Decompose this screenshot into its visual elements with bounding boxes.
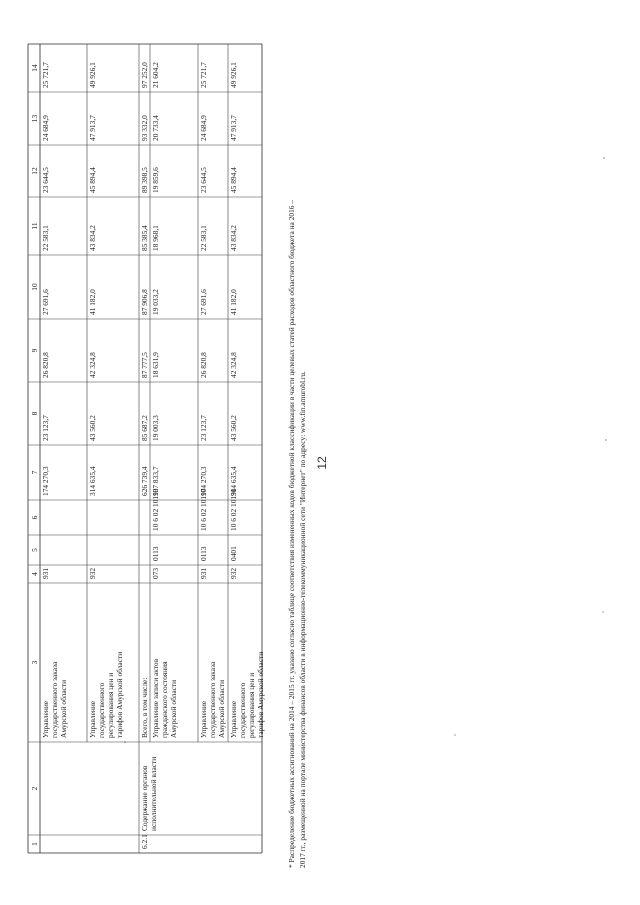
cell-c6-row-5: 10 6 02 10190 [229,488,238,531]
scan-speck [603,157,605,159]
cell-c3-row-5-line-3: тарифов Амурской области [256,651,265,738]
column-number-3: 3 [30,660,39,665]
cell-c9-row-0: 26 820,8 [41,352,50,378]
cell-c13-row-3: 20 733,4 [151,115,160,141]
cell-c6-row-4: 10 6 02 10190 [199,488,208,531]
column-number-5: 5 [30,548,39,552]
cell-c11-row-0: 22 583,1 [41,225,50,251]
column-number-14: 14 [30,64,39,72]
cell-c9-row-1: 42 324,8 [88,352,97,378]
cell-c7-row-5: 314 635,4 [229,466,238,496]
cell-c3-row-2-line-0: Всего, в том числе: [140,677,149,738]
cell-c4-row-0: 931 [41,567,50,579]
cell-c14-row-4: 25 721,7 [199,62,208,88]
cell-c14-row-1: 49 926,1 [88,62,97,88]
cell-c11-row-1: 43 834,2 [88,225,97,251]
cell-c10-row-0: 27 691,6 [41,289,50,315]
cell-c2-row-2-line-1: исполнительной власти [149,756,158,831]
page-number: 12 [315,456,329,470]
cell-c8-row-0: 23 123,7 [41,415,50,441]
column-number-9: 9 [30,348,39,353]
column-number-1: 1 [30,842,39,846]
cell-c12-row-2: 89 398,5 [140,167,149,193]
cell-c5-row-3: 0113 [151,546,160,561]
cell-c3-row-5-line-0: Управление [229,700,238,738]
column-number-12: 12 [30,167,39,175]
cell-c3-row-5-line-1: государственного [238,682,247,738]
cell-c7-row-2: 626 739,4 [140,466,149,496]
column-number-13: 13 [30,114,39,123]
cell-c14-row-0: 25 721,7 [41,62,50,88]
cell-c9-row-2: 87 777,5 [140,352,149,378]
cell-c6-row-3: 10 6 02 10190 [151,488,160,531]
cell-c12-row-4: 23 644,5 [199,167,208,193]
cell-c3-row-1-line-1: государственного [97,682,106,738]
cell-c13-row-0: 24 684,9 [41,115,50,141]
cell-c9-row-4: 26 820,8 [199,352,208,378]
cell-c3-row-4-line-0: Управление [199,700,208,738]
cell-c4-row-4: 931 [199,567,208,579]
cell-c11-row-3: 18 968,1 [151,225,160,251]
footnote-line-2: 2017 гг., размещенной на портале министерства финансов области в информационно-телекоммуникационной сети "Интернет" по адресу: www.fin.amurobl.ru. [298,371,307,868]
cell-c10-row-1: 41 182,0 [88,289,97,315]
cell-c11-row-4: 22 583,1 [199,225,208,251]
cell-c10-row-4: 27 691,6 [199,289,208,315]
cell-c3-row-0-line-2: Амурской области [59,679,68,738]
cell-c7-row-1: 314 635,4 [88,466,97,496]
cell-c4-row-5: 932 [229,567,238,579]
cell-c8-row-3: 19 003,3 [151,415,160,441]
cell-c13-row-1: 47 913,7 [88,115,97,141]
cell-c3-row-3-line-0: Управление записи актов [151,658,160,738]
cell-c10-row-2: 87 906,8 [140,289,149,315]
cell-c2-row-2-line-0: Содержание органов [140,765,149,831]
footnote-line-1: * Распределение бюджетных ассигнований на 2014 – 2015 гг. указано согласно таблице соответствия измененных кодов бюджетной классификации в части целевых статей расходов областного бюджета на 2016 – [287,200,296,868]
cell-c4-row-3: 073 [151,567,160,579]
column-number-11: 11 [30,222,39,230]
cell-c8-row-1: 43 560,2 [88,415,97,441]
cell-c14-row-2: 97 252,0 [140,62,149,88]
cell-c11-row-5: 43 834,2 [229,225,238,251]
cell-c5-row-5: 0401 [229,546,238,561]
column-number-7: 7 [30,470,39,475]
column-number-10: 10 [30,283,39,291]
cell-c5-row-4: 0113 [199,546,208,561]
cell-c14-row-5: 49 926,1 [229,62,238,88]
cell-c8-row-4: 23 123,7 [199,415,208,441]
cell-c12-row-5: 45 894,4 [229,167,238,193]
cell-c3-row-1-line-3: тарифов Амурской области [115,651,124,738]
cell-c3-row-3-line-2: Амурской области [169,679,178,738]
cell-c3-row-0-line-0: Управление [41,700,50,738]
cell-c7-row-3: 137 833,7 [151,466,160,496]
cell-c9-row-5: 42 324,8 [229,352,238,378]
cell-c3-row-4-line-2: Амурской области [217,679,226,738]
scan-speck [602,611,604,613]
scan-speck [605,439,607,441]
cell-c13-row-2: 93 332,0 [140,115,149,141]
cell-c3-row-5-line-2: регулирования цен и [247,672,256,738]
scan-speck [454,734,456,736]
cell-c8-row-2: 85 687,2 [140,415,149,441]
column-number-6: 6 [30,515,39,520]
cell-c3-row-0-line-1: государственного заказа [50,661,59,738]
cell-c3-row-1-line-0: Управление [88,700,97,738]
cell-c3-row-1-line-2: регулирования цен и [106,672,115,738]
budget-table [28,44,265,853]
cell-c13-row-4: 24 684,9 [199,115,208,141]
cell-c13-row-5: 47 913,7 [229,115,238,141]
cell-c9-row-3: 18 631,9 [151,352,160,378]
column-number-2: 2 [30,786,39,791]
cell-c8-row-5: 43 560,2 [229,415,238,441]
cell-c12-row-1: 45 894,4 [88,167,97,193]
cell-c12-row-3: 19 859,6 [151,167,160,193]
cell-c3-row-4-line-1: государственного заказа [208,661,217,738]
column-number-4: 4 [30,572,39,576]
cell-c11-row-2: 85 385,4 [140,225,149,251]
cell-c14-row-3: 21 604,2 [151,62,160,88]
column-number-8: 8 [30,411,39,416]
cell-c12-row-0: 23 644,5 [41,167,50,193]
cell-c4-row-1: 932 [88,567,97,579]
cell-c1-row-2: 6.2.1 [140,834,149,849]
cell-c10-row-5: 41 182,0 [229,289,238,315]
cell-c7-row-0: 174 270,3 [41,466,50,496]
cell-c7-row-4: 174 270,3 [199,466,208,496]
cell-c10-row-3: 19 033,2 [151,289,160,315]
cell-c3-row-3-line-1: гражданского состояния [160,661,169,738]
